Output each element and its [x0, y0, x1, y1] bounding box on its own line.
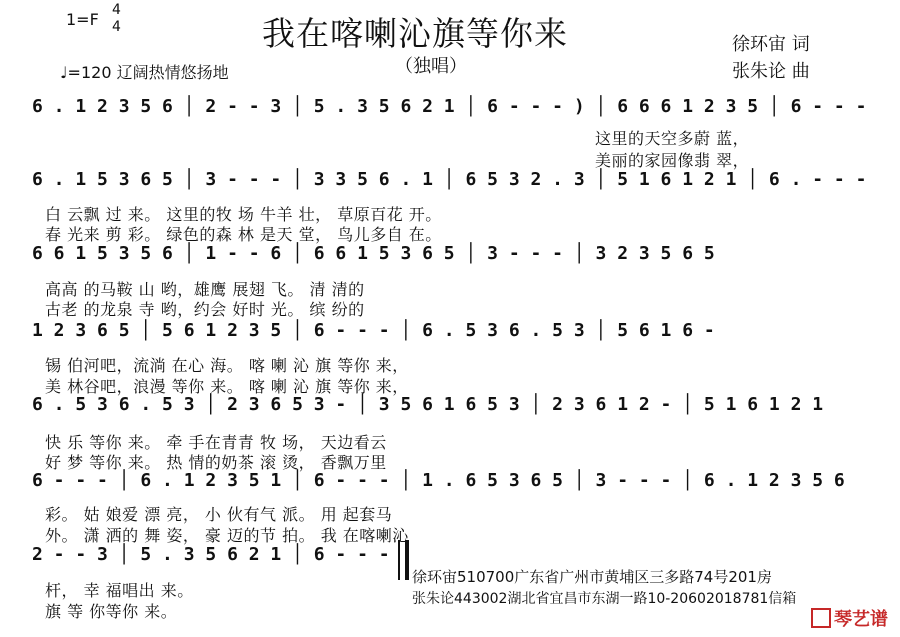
- lyric-line: 外。 潇 洒的 舞 姿， 豪 迈的节 拍。 我 在喀喇沁: [45, 526, 409, 545]
- meter-bottom: 4: [112, 19, 121, 35]
- lyric-line: 春 光来 剪 彩。 绿色的森 林 是天 堂， 鸟儿多自 在。: [45, 225, 442, 244]
- contact-line-lyricist: 徐环宙510700广东省广州市黄埔区三多路74号201房: [412, 568, 772, 586]
- tempo-marking: ♩=120 辽阔热情悠扬地: [60, 63, 229, 82]
- notes-row-4: 1 2 3 6 5 │ 5 6 1 2 3 5 │ 6 - - - │ 6 . 5 3 6 . 5 3 │ 5 6 1 6 -: [32, 320, 715, 341]
- watermark-logo-icon: [811, 608, 831, 628]
- notes-row-7: 2 - - 3 │ 5 . 3 5 6 2 1 │ 6 - - -: [32, 544, 390, 565]
- notes-row-5: 6 . 5 3 6 . 5 3 │ 2 3 6 5 3 - │ 3 5 6 1 6 5 3 │ 2 3 6 1 2 - │ 5 1 6 1 2 1: [32, 394, 824, 415]
- time-signature: [112, 2, 121, 36]
- notation-row-4: [32, 316, 872, 350]
- contact-line-composer: 张朱论443002湖北省宜昌市东湖一路10-20602018781信箱: [412, 591, 797, 607]
- lyric-line: 旗 等 你等你 来。: [45, 602, 178, 621]
- lyric-line: 高高 的马鞍 山 哟，雄鹰 展翅 飞。 清 清的: [45, 280, 365, 299]
- lyric-line: 美丽的家园像翡 翠，: [595, 151, 750, 170]
- site-watermark: [811, 605, 888, 631]
- lyric-line: 彩。 姑 娘爱 漂 亮， 小 伙有气 派。 用 起套马: [45, 505, 393, 524]
- watermark-text: 琴艺谱: [834, 609, 888, 630]
- notes-row-2: 6 . 1 5 3 6 5 │ 3 - - - │ 3 3 5 6 . 1 │ 6 5 3 2 . 3 │ 5 1 6 1 2 1 │ 6 . - - -: [32, 169, 867, 190]
- notes-row-1: 6 . 1 2 3 5 6 │ 2 - - 3 │ 5 . 3 5 6 2 1 │ 6 - - - ) │ 6 6 6 1 2 3 5 │ 6 - - -: [32, 96, 867, 117]
- lyric-line: 好 梦 等你 来。 热 情的奶茶 滚 烫， 香飘万里: [45, 453, 387, 472]
- lyric-line: 这里的天空多蔚 蓝，: [595, 129, 750, 148]
- composer-credit: 张朱论 曲: [732, 61, 810, 82]
- final-barline: [398, 540, 409, 580]
- notes-row-3: 6 6 1 5 3 5 6 │ 1 - - 6 │ 6 6 1 5 3 6 5 │ 3 - - - │ 3 2 3 5 6 5: [32, 243, 715, 264]
- lyric-line: 快 乐 等你 来。 牵 手在青青 牧 场， 天边看云: [45, 433, 387, 452]
- lyric-line: 古老 的龙泉 寺 哟，约会 好时 光。 缤 纷的: [45, 300, 365, 319]
- lyric-line: 美 林谷吧，浪漫 等你 来。 喀 喇 沁 旗 等你 来，: [45, 377, 409, 396]
- page-title: 我在喀喇沁旗等你来: [262, 14, 568, 53]
- meter-top: 4: [112, 2, 121, 18]
- lyricist-credit: 徐环宙 词: [732, 34, 810, 55]
- lyric-line: 锡 伯河吧，流淌 在心 海。 喀 喇 沁 旗 等你 来，: [45, 356, 409, 375]
- notes-row-6: 6 - - - │ 6 . 1 2 3 5 1 │ 6 - - - │ 1 . 6 5 3 6 5 │ 3 - - - │ 6 . 1 2 3 5 6: [32, 470, 845, 491]
- page-subtitle: （独唱）: [395, 56, 467, 77]
- key-signature: 1=F: [66, 10, 99, 29]
- lyric-line: 白 云飘 过 来。 这里的牧 场 牛羊 壮， 草原百花 开。: [45, 205, 442, 224]
- lyric-line: 杆， 幸 福唱出 来。: [45, 581, 194, 600]
- notation-row-1: [32, 92, 872, 126]
